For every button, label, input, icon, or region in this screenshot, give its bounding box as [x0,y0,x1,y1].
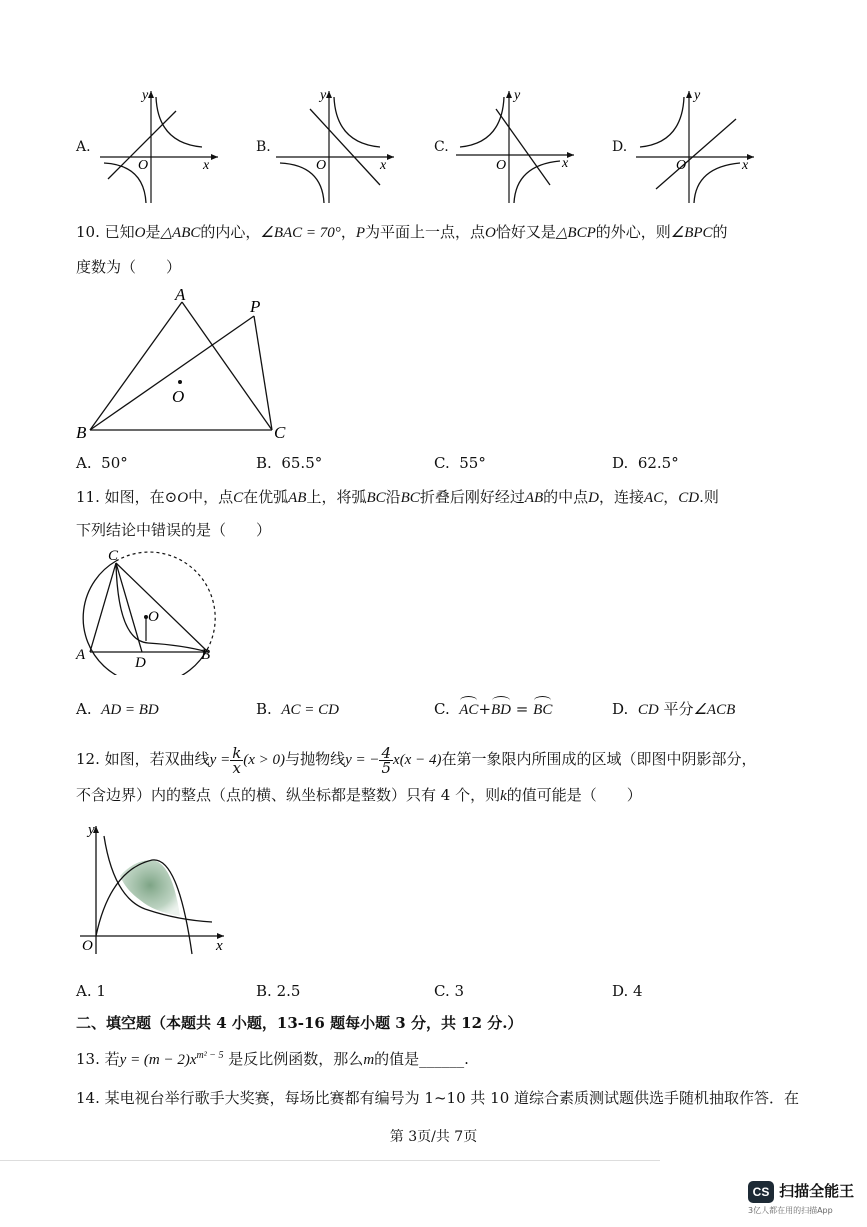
q9-d-origin: O [676,158,687,173]
q12-option-b[interactable] [256,981,300,1001]
q13-text: 若 [104,1050,120,1068]
q9-c-origin: O [496,158,507,173]
q12-option-d-letter: D. [612,982,629,1000]
q12-option-a-value: 1 [96,982,106,1000]
q11-AB: AB [288,490,307,506]
q12-k: k [500,788,507,804]
q11-line1 [76,487,719,508]
q12-text: 在第一象限内所围成的区域（即图中阴影部分， [441,750,757,768]
q11-option-b-value: AC = CD [281,702,339,718]
q10-line1 [76,222,728,243]
q11-text: 沿 [385,488,401,506]
q12-y-eq2: y = − [345,752,380,768]
q14-number: 14. [76,1089,100,1107]
q11-text: 在优弧 [243,488,289,506]
q9-c-y-label: y [514,88,521,103]
q11-text: 折叠后刚好经过 [419,488,525,506]
q10-text: 已知 [104,223,135,241]
q12-frac-4-5 [379,743,393,777]
q12-text: 的值可能是（ ） [506,786,642,804]
q10-fig-C: C [274,423,286,442]
q10-option-b-letter: B. [256,454,272,472]
q13-exponent: m² − 5 [196,1050,224,1061]
q11-text: 的中点 [543,488,589,506]
q9-a-origin: O [138,158,149,173]
q10-fig-O: O [172,387,185,406]
q10-option-a[interactable] [76,453,128,473]
q11-number: 11. [76,488,100,506]
q9-option-c-letter: C. [434,139,449,155]
q10-fig-P: P [250,297,261,316]
q12-y-eq: y = [209,752,231,768]
q11-option-a-letter: A. [76,700,92,718]
q10-number: 10. [76,223,100,241]
q13-m: m [363,1052,375,1068]
q12-option-a-letter: A. [76,982,92,1000]
q11-C: C [233,490,244,506]
q10-option-d[interactable] [612,453,679,473]
q13-text: . [464,1050,469,1068]
q10-triangle-bcp: △BCP [555,225,596,241]
q10-P: P [355,225,365,241]
q13-line [76,1046,469,1070]
q10-O: O [134,225,146,241]
q10-option-c-value: 55° [459,454,486,472]
q11-option-c-plus: + [478,700,492,718]
q11-text: 中，点 [188,488,234,506]
q12-option-d[interactable] [612,981,643,1001]
q12-text: 不含边界）内的整点（点的横、纵坐标都是整数）只有 4 个，则 [76,786,501,804]
q11-fig-O: O [148,609,159,625]
q13-text: 是反比例函数，那么 [228,1050,364,1068]
q11-option-c-arc-ac: AC [459,702,479,718]
q13-number: 13. [76,1050,100,1068]
q13-answer-blank[interactable]: ______ [419,1050,465,1068]
q10-fig-A: A [175,285,186,304]
q10-text: ， [340,223,356,241]
q12-frac-k-x [230,743,243,777]
q9-a-y-label: y [142,88,149,103]
q11-option-d-text: 平分 [663,700,694,718]
scanner-app-name: 扫描全能王 [779,1182,855,1200]
q10-option-c[interactable] [434,453,486,473]
q10-angle-bac: ∠BAC = 70° [260,225,341,241]
q10-O: O [485,225,496,241]
q9-graph-d [632,85,762,205]
q10-text: 为平面上一点，点 [365,223,486,241]
q11-text: 上，将弧 [306,488,367,506]
q11-AC: AC [644,490,664,506]
section2-heading: 二、填空题（本题共 4 小题，13-16 题每小题 3 分，共 12 分.） [76,1014,523,1032]
scanner-tagline: 3亿人都在用的扫描App [748,1206,833,1215]
q10-text: 恰好又是 [495,223,556,241]
q12-shaded-region [120,860,180,916]
q11-option-d-cd: CD [637,702,659,718]
q10-text: 的外心，则 [595,223,671,241]
q9-b-x-label: x [380,158,387,173]
q12-frac2-num: 4 [381,743,392,762]
q10-figure [70,280,300,445]
q11-AB: AB [524,490,544,506]
q12-fig-O: O [82,938,93,954]
q11-D: D [588,490,600,506]
q9-a-x-label: x [203,158,210,173]
page-number: 第 3页/共 7页 [389,1129,478,1145]
q12-fig-y: y [88,822,95,838]
q11-text: ， [663,488,679,506]
q12-frac1-den: x [232,758,241,777]
q10-option-c-letter: C. [434,454,450,472]
q9-d-y-label: y [694,88,701,103]
q14-text: 某电视台举行歌手大奖赛，每场比赛都有编号为 1~10 共 10 道综合素质测试题供选手随机抽取作答．在 [104,1089,800,1107]
q12-line1 [76,740,756,780]
q11-text: ，连接 [599,488,645,506]
q11-figure [70,545,230,675]
q10-text: 的 [712,223,728,241]
q12-option-a[interactable] [76,981,106,1001]
q12-option-c-letter: C. [434,982,450,1000]
q12-text: 如图，若双曲线 [104,750,210,768]
q12-expr: x(x − 4) [393,752,442,768]
q12-cond: (x > 0) [243,752,286,768]
q13-equation: y = (m − 2)x [119,1052,197,1068]
q11-text: .则 [699,488,719,506]
q10-option-d-value: 62.5° [637,454,679,472]
q12-figure [74,820,234,960]
q12-number: 12. [76,750,100,768]
q11-option-c-arc-bd: BD [491,702,512,718]
q12-option-b-letter: B. [256,982,272,1000]
q12-frac2-den: 5 [381,758,392,777]
q9-options-row [0,80,867,210]
q9-b-y-label: y [320,88,327,103]
q11-text: 如图，在⊙ [104,488,178,506]
q11-fig-D: D [135,655,146,671]
q11-option-b-letter: B. [256,700,272,718]
q10-option-a-letter: A. [76,454,92,472]
q11-fig-A: A [76,647,86,663]
q10-angle-bpc: ∠BPC [670,225,713,241]
q11-fig-B: B [201,647,211,663]
q12-text: 与抛物线 [285,750,346,768]
q11-option-a[interactable] [76,699,159,720]
q12-option-d-value: 4 [633,982,643,1000]
q11-BC: BC [400,490,420,506]
q11-option-c-arc-bc: BC [533,702,553,718]
q13-text: 的值是 [374,1050,420,1068]
q9-d-x-label: x [742,158,749,173]
q11-option-d[interactable] [612,699,735,720]
q10-option-a-value: 50° [101,454,128,472]
q11-option-d-angle: ∠ACB [693,702,736,718]
q12-frac1-num: k [232,743,242,762]
q9-graph-c [452,85,582,205]
q12-option-c[interactable] [434,981,464,1001]
q10-text: 的内心， [200,223,261,241]
q11-line2: 下列结论中错误的是（ ） [76,521,272,539]
q10-fig-B: B [76,423,87,442]
q9-option-b-letter: B. [256,139,271,155]
q12-line2 [76,785,642,806]
footer-divider [0,1160,660,1161]
q10-text: 是 [145,223,161,241]
q12-option-b-value: 2.5 [276,982,301,1000]
q11-fig-C: C [108,548,119,564]
q14-line [76,1088,799,1108]
q11-option-b[interactable] [256,699,339,720]
page-footer [0,1126,867,1146]
q12-option-c-value: 3 [454,982,465,1000]
q11-CD: CD [678,490,700,506]
q11-BC: BC [366,490,386,506]
q11-O: O [177,490,189,506]
q10-option-b[interactable] [256,453,322,473]
q9-graph-b [272,85,402,205]
q9-option-a-letter: A. [76,139,91,155]
q9-b-origin: O [316,158,327,173]
q11-option-c-eq: = [515,700,529,718]
q11-option-a-value: AD = BD [101,702,159,718]
scanner-watermark [748,1180,860,1220]
q9-option-d-letter: D. [612,139,628,155]
q10-option-d-letter: D. [612,454,629,472]
q12-fig-x: x [216,938,223,954]
q11-option-c[interactable] [434,699,552,720]
q10-option-b-value: 65.5° [281,454,323,472]
q11-option-c-letter: C. [434,700,450,718]
q9-graph-a [96,85,226,205]
q9-c-x-label: x [562,156,569,171]
q10-triangle-abc: △ABC [160,225,201,241]
q10-line2: 度数为（ ） [76,258,182,276]
scanner-logo-icon: CS [748,1181,774,1203]
q11-option-d-letter: D. [612,700,629,718]
